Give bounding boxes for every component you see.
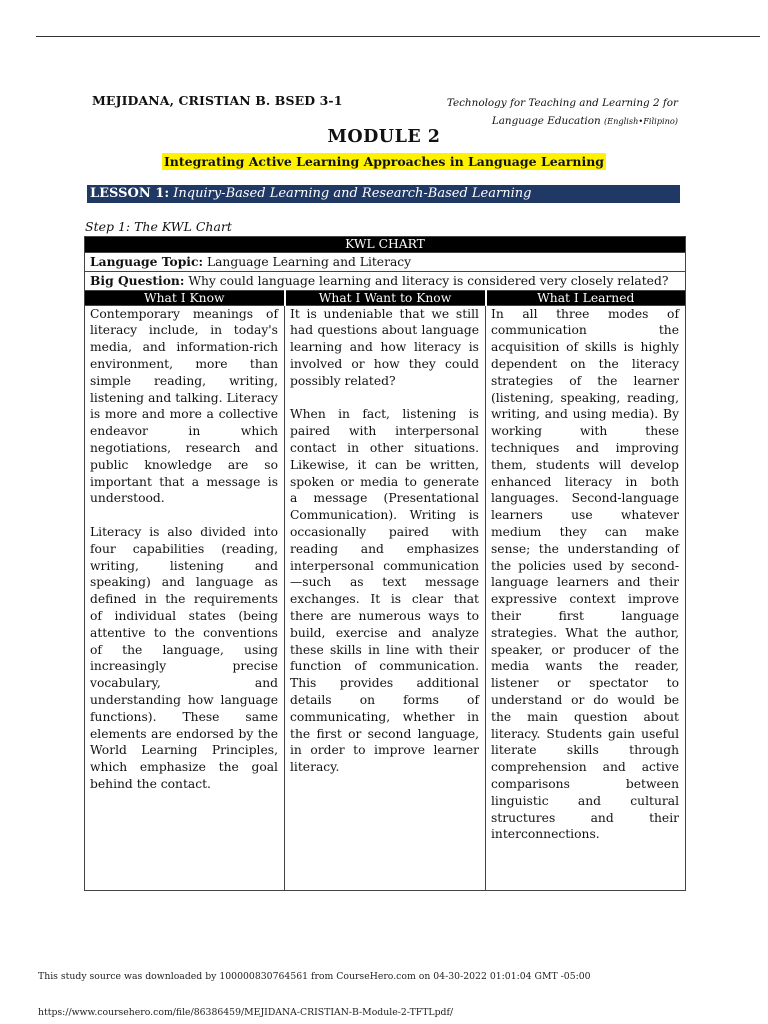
- column-know: [85, 305, 285, 890]
- course-title-line1: Technology for Teaching and Learning 2 for: [446, 97, 678, 109]
- step-heading: Step 1: The KWL Chart: [85, 219, 232, 234]
- column-header-know: What I Know: [85, 290, 285, 305]
- author-name: MEJIDANA, CRISTIAN B. BSED 3-1: [92, 93, 343, 108]
- big-question-label: Big Question:: [90, 272, 185, 288]
- column-header-learned: What I Learned: [486, 290, 686, 305]
- module-subtitle: Integrating Active Learning Approaches in Language Learning: [163, 154, 605, 169]
- kwl-chart-table: [84, 236, 686, 891]
- big-question-value: Why could language learning and literacy is considered very closely related?: [188, 273, 669, 288]
- language-topic-value: Language Learning and Literacy: [206, 255, 412, 269]
- language-topic-label: Language Topic:: [90, 254, 204, 269]
- module-subtitle-wrap: [0, 151, 768, 170]
- column-header-want: What I Want to Know: [285, 290, 486, 305]
- column-want: [285, 305, 486, 890]
- module-title: MODULE 2: [327, 127, 441, 147]
- course-title: [378, 94, 678, 130]
- want-paragraph: It is undeniable that we still had questions about language learning and how literacy is involved or how they could possibly related?: [290, 306, 479, 388]
- lesson-bar: [87, 185, 680, 203]
- know-paragraph: Contemporary meanings of literacy include, in today's media, and information-rich environment, more than simple reading, writing, listening and talking. Literacy is more and more a collective endeavor in which negotiations, research and public knowledge are so important that a message is understood.: [90, 306, 278, 506]
- course-title-languages: (English•Filipino): [603, 116, 678, 126]
- download-notice: This study source was downloaded by 100000830764561 from CourseHero.com on 04-30-2022 01:01:04 GMT -05:00: [38, 971, 591, 982]
- source-url-link[interactable]: https://www.coursehero.com/file/86386459/MEJIDANA-CRISTIAN-B-Module-2-TFTLpdf/: [38, 1007, 454, 1018]
- know-paragraph: Literacy is also divided into four capabilities (reading, writing, listening and speaking) and language as defined in the requirements of individual states (being attentive to the conventions of the language, using increasingly precise vocabulary, and understanding how language functions). These same elements are endorsed by the World Learning Principles, which emphasize the goal behind the contact.: [90, 524, 278, 791]
- big-question-row: [85, 271, 686, 290]
- learned-paragraph: In all three modes of communication the acquisition of skills is highly dependent on the literacy strategies of the learner (listening, speaking, reading, writing, and using media). By working with these techniques and improving them, students will develop enhanced literacy in both languages. Second-language learners use whatever medium they can make sense; the understanding of the policies used by second-language learners and their expressive context improve their first language strategies. What the author, speaker, or producer of the media wants the reader, listener or spectator to understand or do would be the main question about literacy. Students gain useful literate skills through comprehension and active comparisons between linguistic and cultural structures and their interconnections.: [491, 306, 680, 842]
- want-paragraph: When in fact, listening is paired with interpersonal contact in other situations. Likewise, it can be written, spoken or media to generate a message (Presentational Communication). Writing is occasionally paired with reading and emphasizes interpersonal communication—such as text message exchanges. It is clear that there are numerous ways to build, exercise and analyze these skills in line with their function of communication. This provides additional details on forms of communicating, whether in the first or second language, in order to improve learner literacy.: [290, 407, 479, 775]
- kwl-chart-header: KWL CHART: [85, 237, 686, 253]
- column-learned: [486, 305, 686, 890]
- top-divider: [36, 36, 760, 37]
- lesson-name: Inquiry-Based Learning and Research-Based Learning: [173, 186, 532, 201]
- lesson-label: LESSON 1:: [90, 186, 170, 201]
- language-topic-row: [85, 253, 686, 272]
- course-title-main: Language Education: [491, 115, 601, 127]
